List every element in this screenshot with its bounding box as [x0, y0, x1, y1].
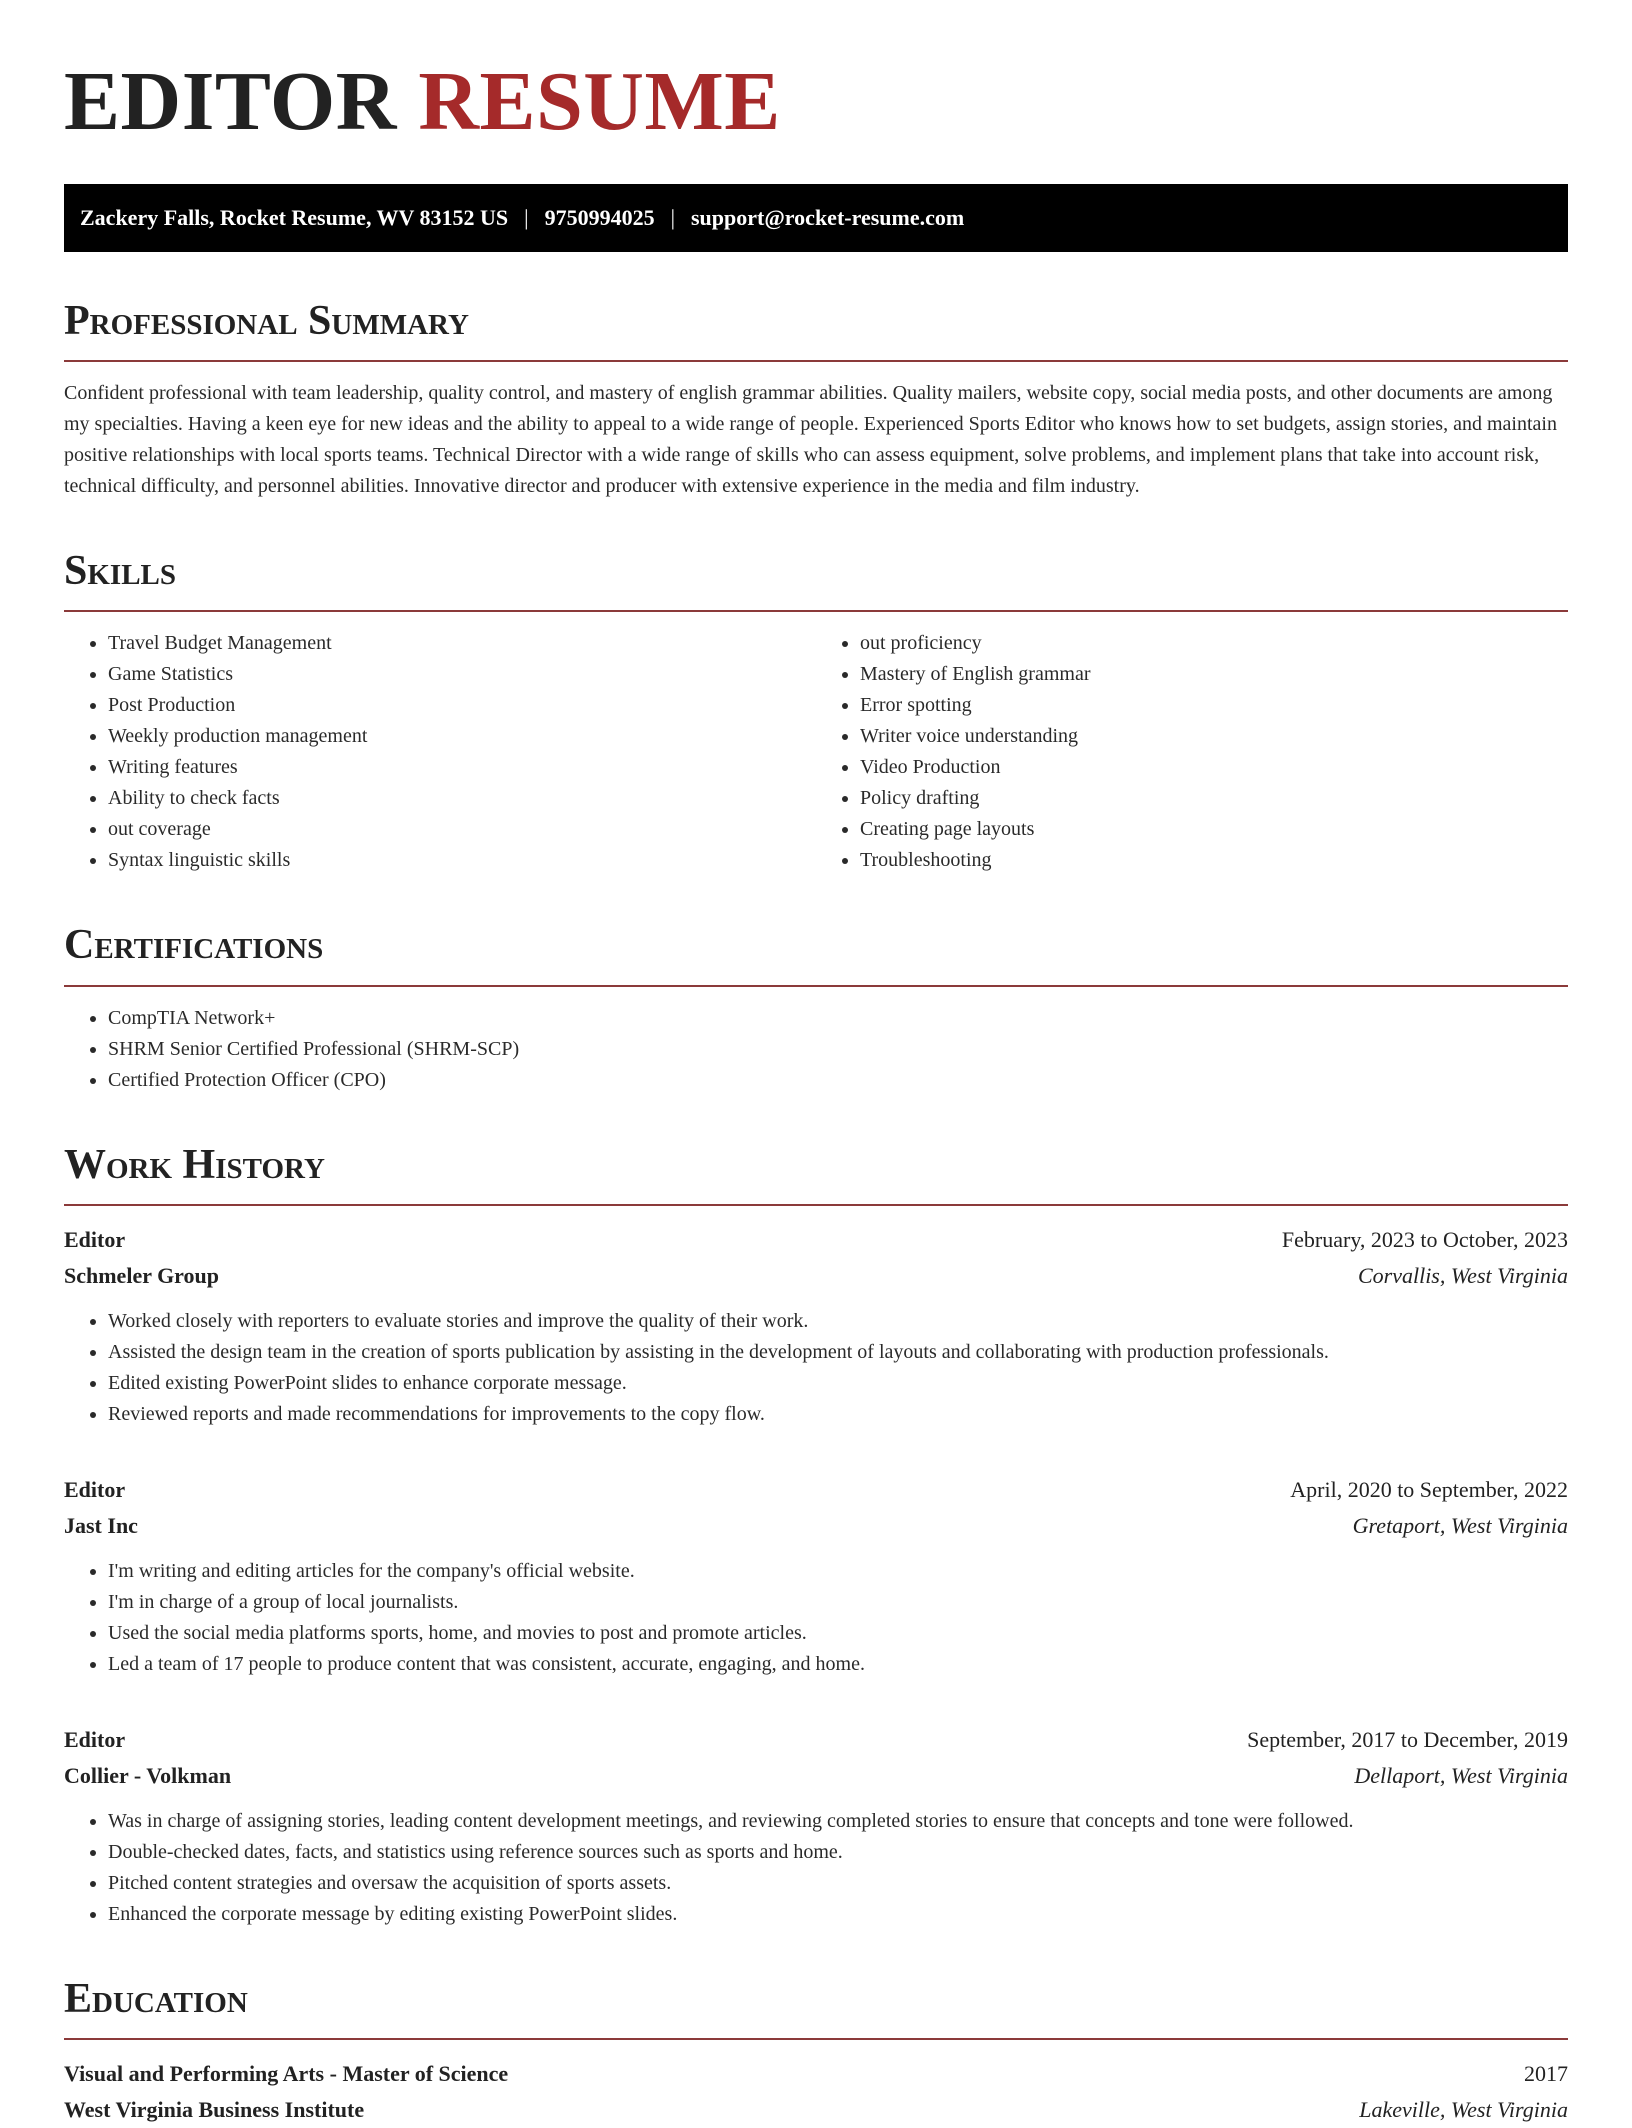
- job-dates: September, 2017 to December, 2019: [1247, 1726, 1568, 1752]
- job-duty: • I'm in charge of a group of local journalists.: [108, 1587, 1568, 1618]
- summary-text: Confident professional with team leadership, quality control, and mastery of english grammar abilities. Quality mailers, website copy, social media posts, and other documents are among my specialties. Having a keen eye for new ideas and the ability to appeal to a wide range of people. Experienced Sports Editor who knows how to set budgets, assign stories, and maintain positive relationships with local sports teams. Technical Director with a wide range of skills who can assess equipment, solve problems, and implement plans that take into account risk, technical difficulty, and personnel abilities. Innovative director and producer with extensive experience in the media and film industry.: [64, 382, 1557, 498]
- job-duty: • Assisted the design team in the creation of sports publication by assisting in the development of layouts and collaborating with production professionals.: [108, 1337, 1568, 1368]
- skills-heading: Skills: [64, 548, 177, 595]
- job-location: Corvallis, West Virginia: [1357, 1262, 1568, 1288]
- skill-item: • Post Production: [108, 690, 816, 721]
- section-divider: [64, 2038, 1568, 2040]
- certifications-heading: Certifications: [64, 922, 324, 969]
- skills-columns: [64, 628, 1568, 876]
- job-entry: [64, 1472, 1568, 1680]
- skills-right-list: [816, 628, 1568, 876]
- education-school-row: [64, 2092, 1568, 2128]
- job-duty: • Worked closely with reporters to evaluate stories and improve the quality of their work.: [108, 1306, 1568, 1337]
- job-title: Editor: [64, 1476, 126, 1502]
- skill-item: • Game Statistics: [108, 659, 816, 690]
- resume-title: [64, 55, 1568, 148]
- job-location: Dellaport, West Virginia: [1354, 1762, 1568, 1788]
- job-title: Editor: [64, 1726, 126, 1752]
- education-school: West Virginia Business Institute: [64, 2096, 365, 2122]
- job-duty: • Used the social media platforms sports, home, and movies to post and promote articles.: [108, 1618, 1568, 1649]
- job-duty: • Edited existing PowerPoint slides to enhance corporate message.: [108, 1368, 1568, 1399]
- contact-phone: 9750994025: [544, 205, 655, 230]
- job-header-row: [64, 1222, 1568, 1258]
- skill-item: • Error spotting: [860, 690, 1568, 721]
- job-company: Jast Inc: [64, 1512, 138, 1538]
- education-section: [64, 1976, 1568, 2128]
- contact-bar: [64, 184, 1568, 252]
- job-duty: • Pitched content strategies and oversaw the acquisition of sports assets.: [108, 1868, 1568, 1899]
- skill-item: • Writing features: [108, 752, 816, 783]
- job-duty: • Enhanced the corporate message by editing existing PowerPoint slides.: [108, 1899, 1568, 1930]
- job-location: Gretaport, West Virginia: [1352, 1512, 1568, 1538]
- skill-item: • Video Production: [860, 752, 1568, 783]
- skill-item: • Mastery of English grammar: [860, 659, 1568, 690]
- certification-item: • CompTIA Network+: [108, 1003, 1568, 1034]
- education-location: Lakeville, West Virginia: [1359, 2096, 1568, 2122]
- contact-separator: |: [524, 205, 529, 230]
- job-dates: February, 2023 to October, 2023: [1281, 1226, 1568, 1252]
- skill-item: • out proficiency: [860, 628, 1568, 659]
- skill-item: • Weekly production management: [108, 721, 816, 752]
- work-history-section: [64, 1142, 1568, 1930]
- education-degree: Visual and Performing Arts - Master of Science: [64, 2060, 509, 2086]
- certification-item: • SHRM Senior Certified Professional (SHRM-SCP): [108, 1034, 1568, 1065]
- skill-item: • out coverage: [108, 814, 816, 845]
- skill-item: • Travel Budget Management: [108, 628, 816, 659]
- section-divider: [64, 360, 1568, 362]
- job-company: Collier - Volkman: [64, 1762, 232, 1788]
- job-duty: • I'm writing and editing articles for the company's official website.: [108, 1556, 1568, 1587]
- job-header-row: [64, 1472, 1568, 1508]
- job-duties-list: [64, 1556, 1568, 1680]
- job-duty: • Led a team of 17 people to produce content that was consistent, accurate, engaging, and home.: [108, 1649, 1568, 1680]
- job-duties-list: [64, 1806, 1568, 1930]
- work-history-heading: Work History: [64, 1141, 325, 1188]
- skill-item: • Writer voice understanding: [860, 721, 1568, 752]
- job-company-row: [64, 1258, 1568, 1294]
- skill-item: • Creating page layouts: [860, 814, 1568, 845]
- job-company-row: [64, 1758, 1568, 1794]
- title-second-word: RESUME: [418, 55, 781, 148]
- section-divider: [64, 610, 1568, 612]
- section-divider: [64, 1204, 1568, 1206]
- education-degree-row: [64, 2056, 1568, 2092]
- section-divider: [64, 985, 1568, 987]
- contact-email: support@rocket-resume.com: [690, 205, 965, 230]
- certifications-list: [64, 1003, 1568, 1096]
- job-title: Editor: [64, 1226, 126, 1252]
- certifications-section: [64, 922, 1568, 1095]
- skill-item: • Policy drafting: [860, 783, 1568, 814]
- job-entry: [64, 1722, 1568, 1930]
- job-header-row: [64, 1722, 1568, 1758]
- education-year: 2017: [1524, 2060, 1568, 2086]
- summary-section: [64, 298, 1568, 502]
- job-company-row: [64, 1508, 1568, 1544]
- summary-heading: Professional Summary: [64, 298, 469, 344]
- job-duty: • Was in charge of assigning stories, leading content development meetings, and reviewing completed stories to ensure that concepts and tone were followed.: [108, 1806, 1568, 1837]
- skill-item: • Ability to check facts: [108, 783, 816, 814]
- title-first-word: EDITOR: [64, 55, 397, 148]
- skill-item: • Troubleshooting: [860, 845, 1568, 876]
- job-duty: • Double-checked dates, facts, and statistics using reference sources such as sports and home.: [108, 1837, 1568, 1868]
- contact-address: Zackery Falls, Rocket Resume, WV 83152 US: [80, 205, 509, 230]
- job-duties-list: [64, 1306, 1568, 1430]
- skills-section: [64, 548, 1568, 876]
- contact-separator: |: [670, 205, 675, 230]
- job-duty: • Reviewed reports and made recommendations for improvements to the copy flow.: [108, 1399, 1568, 1430]
- education-heading: Education: [64, 1975, 248, 2022]
- job-entry: [64, 1222, 1568, 1430]
- skill-item: • Syntax linguistic skills: [108, 845, 816, 876]
- job-company: Schmeler Group: [64, 1262, 220, 1288]
- skills-left-list: [64, 628, 816, 876]
- certification-item: • Certified Protection Officer (CPO): [108, 1065, 1568, 1096]
- job-dates: April, 2020 to September, 2022: [1290, 1476, 1568, 1502]
